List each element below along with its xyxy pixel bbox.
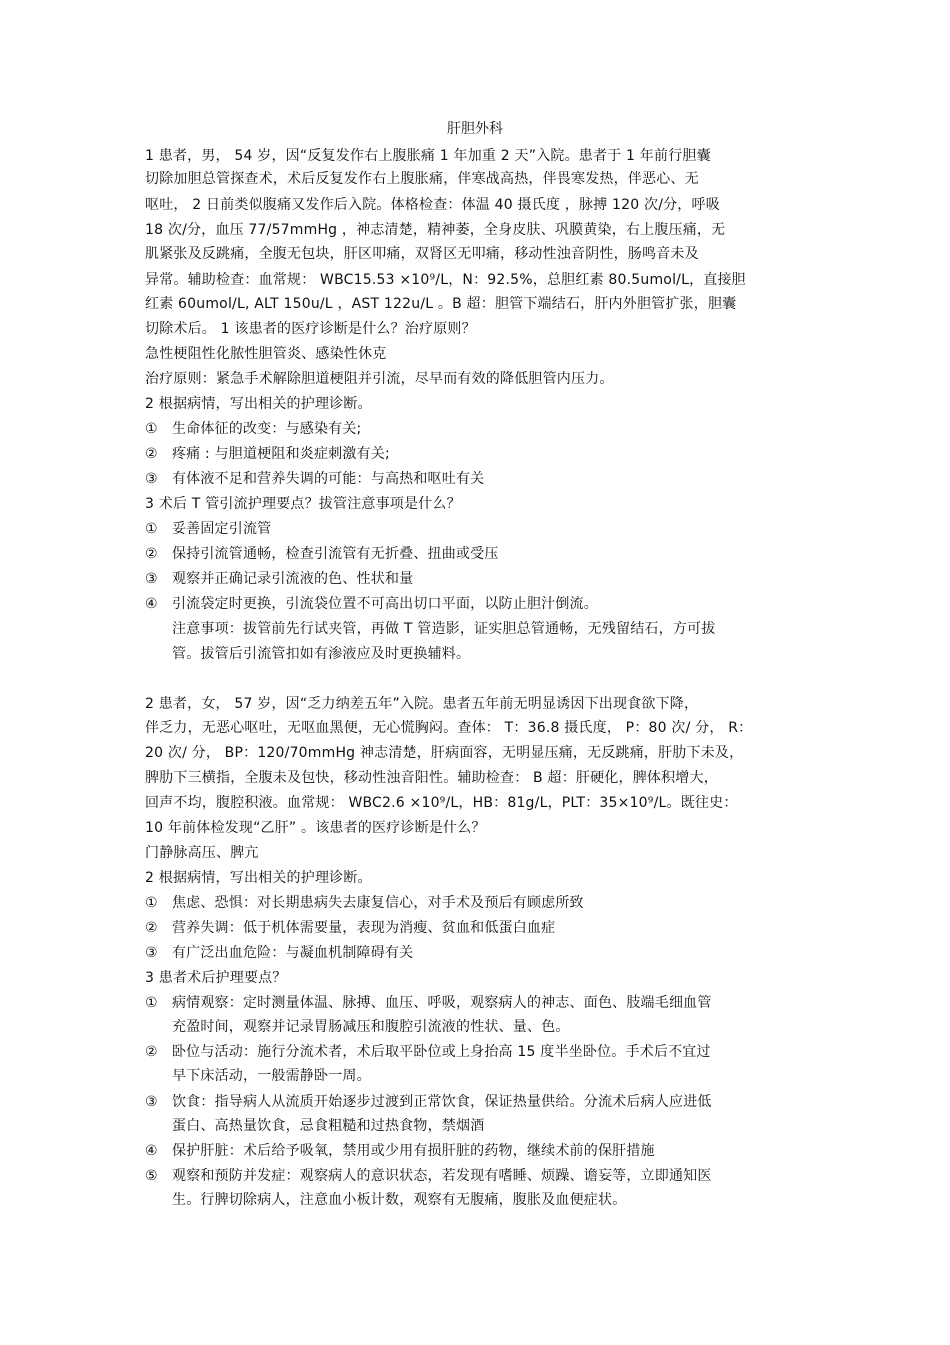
case2-list-item: ① 病情观察：定时测量体温、脉搏、血压、呼吸，观察病人的神志、面色、肢端毛细血管 — [145, 995, 712, 1011]
case2-question: 3 患者术后护理要点？ — [145, 970, 287, 986]
case2-list-item-cont: 蛋白、高热量饮食，忌食粗糙和过热食物，禁烟酒 — [172, 1118, 485, 1134]
case2-line: 伴乏力，无恶心呕吐，无呕血黑便，无心慌胸闷。查体： T：36.8 摄氏度， P：80 次/ 分， R： — [145, 720, 753, 736]
case2-list-item: ③ 有广泛出血危险：与凝血机制障碍有关 — [145, 945, 414, 961]
case2-list-item-cont: 早下床活动，一般需静卧一周。 — [172, 1068, 371, 1084]
case2-line: 20 次/ 分， BP：120/70mmHg 神志清楚，肝病面容，无明显压痛，无反跳痛，肝肋下未及， — [145, 745, 744, 761]
case1-question: 3 术后 T 管引流护理要点？拔管注意事项是什么？ — [145, 496, 461, 512]
case1-note: 注意事项：拔管前先行试夹管，再做 T 管造影，证实胆总管通畅，无残留结石，方可拔 — [172, 621, 716, 637]
case1-question: 2 根据病情，写出相关的护理诊断。 — [145, 396, 372, 412]
case2-line: 回声不均，腹腔积液。血常规： WBC2.6 ×10⁹/L，HB：81g/L，PLT：35×10⁹/L。既往史： — [145, 795, 738, 811]
case1-list-item: ① 生命体征的改变：与感染有关; — [145, 421, 362, 437]
case1-line: 切除加胆总管探查术，术后反复发作右上腹胀痛，伴寒战高热，伴畏寒发热，伴恶心、无 — [145, 171, 699, 187]
case1-treatment: 治疗原则：紧急手术解除胆道梗阻并引流，尽早而有效的降低胆管内压力。 — [145, 371, 614, 387]
case2-list-item: ④ 保护肝脏：术后给予吸氧，禁用或少用有损肝脏的药物，继续术前的保肝措施 — [145, 1143, 655, 1159]
case1-list-item: ③ 观察并正确记录引流液的色、性状和量 — [145, 571, 414, 587]
case1-note: 管。拔管后引流管扣如有渗液应及时更换辅料。 — [172, 646, 471, 662]
case1-line: 切除术后。 1 该患者的医疗诊断是什么？治疗原则？ — [145, 321, 476, 337]
case1-list-item: ④ 引流袋定时更换，引流袋位置不可高出切口平面，以防止胆汁倒流。 — [145, 596, 598, 612]
case2-list-item: ② 卧位与活动：施行分流术者，术后取平卧位或上身抬高 15 度半坐卧位。手术后不宜过 — [145, 1044, 711, 1060]
case1-line: 异常。辅助检查：血常规： WBC15.53 ×10⁹/L，N：92.5%，总胆红素 80.5umol/L，直接胆 — [145, 272, 746, 288]
case1-list-item: ② 保持引流管通畅，检查引流管有无折叠、扭曲或受压 — [145, 546, 499, 562]
case1-diagnosis: 急性梗阻性化脓性胆管炎、感染性休克 — [145, 346, 387, 362]
case2-diagnosis: 门静脉高压、脾亢 — [145, 845, 259, 861]
case2-question: 2 根据病情，写出相关的护理诊断。 — [145, 870, 372, 886]
case1-list-item: ③ 有体液不足和营养失调的可能：与高热和呕吐有关 — [145, 471, 485, 487]
case2-list-item: ③ 饮食：指导病人从流质开始逐步过渡到正常饮食，保证热量供给。分流术后病人应进低 — [145, 1094, 712, 1110]
case1-line: 呕吐， 2 日前类似腹痛又发作后入院。体格检查：体温 40 摄氏度 ，脉搏 120 次/分，呼吸 — [145, 197, 720, 213]
case1-line: 肌紧张及反跳痛，全腹无包块，肝区叩痛，双肾区无叩痛，移动性浊音阴性，肠鸣音未及 — [145, 246, 699, 262]
case2-line: 10 年前体检发现“乙肝” 。该患者的医疗诊断是什么？ — [145, 820, 486, 836]
case2-list-item: ② 营养失调：低于机体需要量，表现为消瘦、贫血和低蛋白血症 — [145, 920, 556, 936]
case1-list-item: ① 妥善固定引流管 — [145, 521, 272, 537]
case2-list-item-cont: 充盈时间，观察并记录胃肠减压和腹腔引流液的性状、量、色。 — [172, 1019, 570, 1035]
case1-line: 红素 60umol/L, ALT 150u/L ，AST 122u/L 。B 超：胆管下端结石，肝内外胆管扩张，胆囊 — [145, 296, 737, 312]
case2-line: 2 患者，女， 57 岁，因“乏力纳差五年”入院。患者五年前无明显诱因下出现食欲下降， — [145, 696, 699, 712]
page-title: 肝胆外科 — [447, 121, 503, 137]
case2-line: 脾肋下三横指，全腹未及包快，移动性浊音阳性。辅助检查： B 超：肝硬化，脾体积增大， — [145, 770, 718, 786]
case2-list-item-cont: 生。行脾切除病人，注意血小板计数，观察有无腹痛，腹胀及血便症状。 — [172, 1192, 627, 1208]
case1-list-item: ② 疼痛 : 与胆道梗阻和炎症刺激有关; — [145, 446, 390, 462]
case1-line: 1 患者，男， 54 岁，因“反复发作右上腹胀痛 1 年加重 2 天”入院。患者于 1 年前行胆囊 — [145, 148, 711, 164]
case2-list-item: ⑤ 观察和预防并发症：观察病人的意识状态，若发现有嗜睡、烦躁、谵妄等，立即通知医 — [145, 1168, 712, 1184]
case1-line: 18 次/分，血压 77/57mmHg ，神志清楚，精神萎，全身皮肤、巩膜黄染，右上腹压痛，无 — [145, 222, 726, 238]
case2-list-item: ① 焦虑、恐惧：对长期患病失去康复信心，对手术及预后有顾虑所致 — [145, 895, 584, 911]
